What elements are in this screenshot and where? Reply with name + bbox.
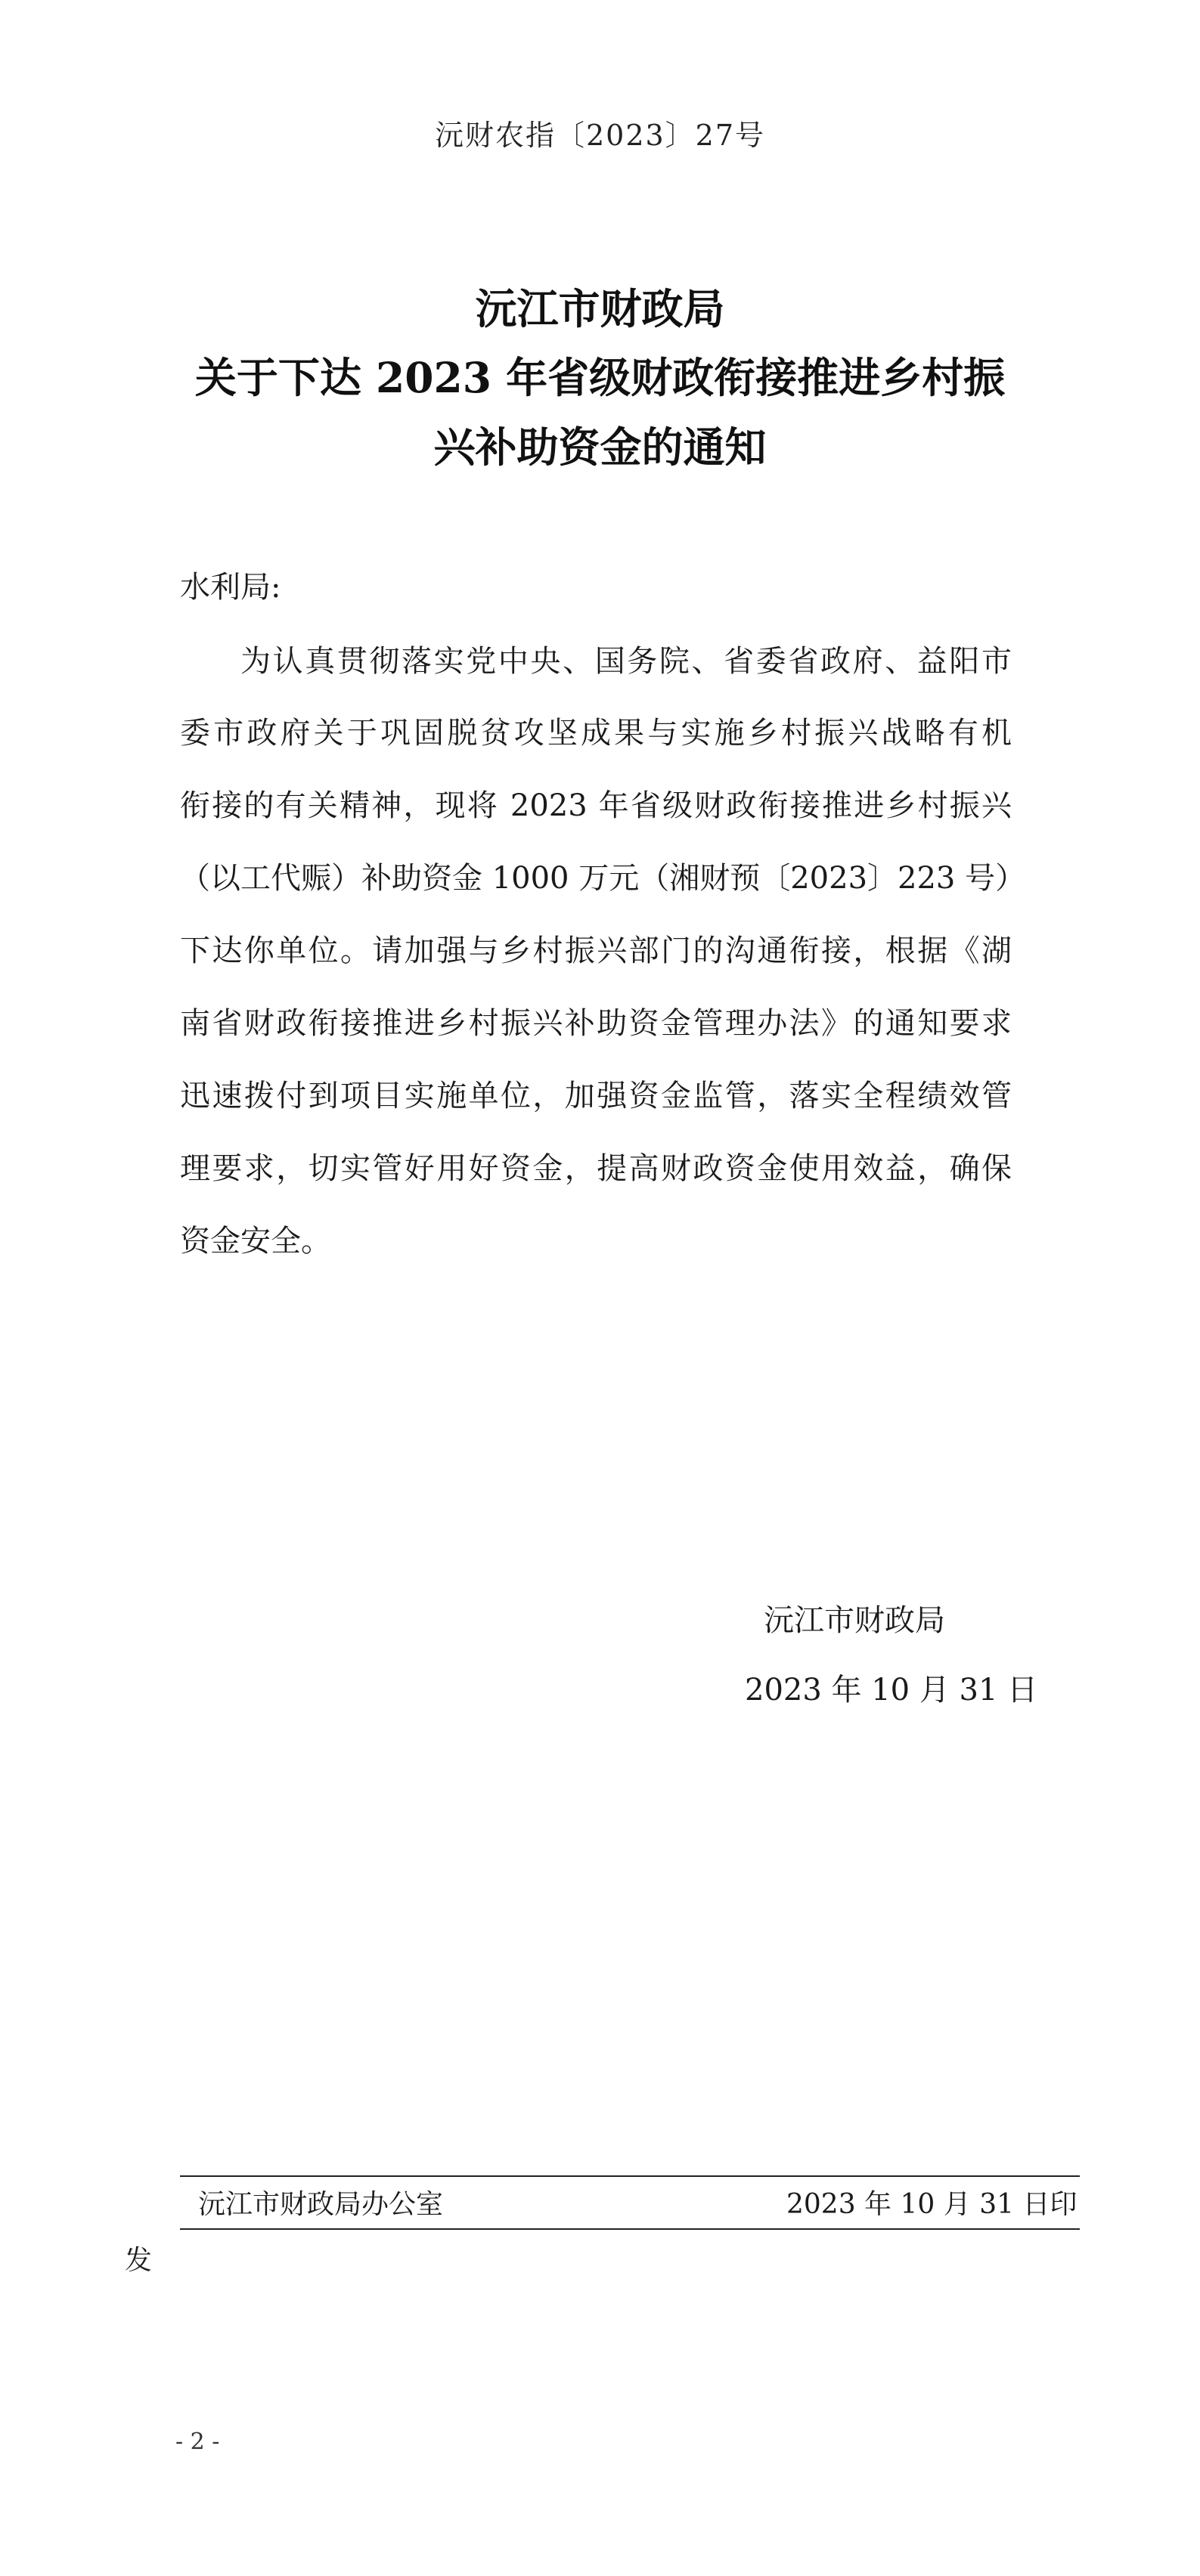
- title-line-subject-cont: 兴补助资金的通知: [433, 423, 767, 472]
- addressee: 水利局:: [180, 570, 281, 605]
- document-number: 沅财农指〔2023〕27号: [434, 119, 766, 152]
- title-line-subject: 关于下达 2023 年省级财政衔接推进乡村振: [194, 353, 1006, 402]
- body-line: 理要求，切实管好用好资金，提高财政资金使用效益，确保: [180, 1151, 1012, 1186]
- footer-print-date: 2023 年 10 月 31 日印: [786, 2189, 1078, 2220]
- footer-issuer: 沅江市财政局办公室: [198, 2189, 444, 2220]
- footer-wrap-text: 发: [125, 2245, 153, 2276]
- body-line: 衔接的有关精神，现将 2023 年省级财政衔接推进乡村振兴: [180, 788, 1012, 823]
- body-line: 委市政府关于巩固脱贫攻坚成果与实施乡村振兴战略有机: [180, 716, 1012, 751]
- page-number: - 2 -: [175, 2429, 220, 2455]
- body-line: 为认真贯彻落实党中央、国务院、省委省政府、益阳市: [240, 644, 1012, 679]
- body-line: 资金安全。: [180, 1224, 331, 1259]
- body-line: （以工代赈）补助资金 1000 万元（湘财预〔2023〕223 号）: [180, 861, 1026, 896]
- signature-date: 2023 年 10 月 31 日: [745, 1673, 1038, 1708]
- body-line: 下达你单位。请加强与乡村振兴部门的沟通衔接，根据《湖: [180, 933, 1012, 968]
- signature-organization: 沅江市财政局: [764, 1603, 945, 1638]
- body-line: 迅速拨付到项目实施单位，加强资金监管，落实全程绩效管: [180, 1079, 1012, 1113]
- footer-top-rule: [180, 2175, 1080, 2177]
- body-line: 南省财政衔接推进乡村振兴补助资金管理办法》的通知要求: [180, 1006, 1012, 1041]
- footer-bottom-rule: [180, 2228, 1080, 2230]
- title-line-issuer: 沅江市财政局: [475, 284, 725, 333]
